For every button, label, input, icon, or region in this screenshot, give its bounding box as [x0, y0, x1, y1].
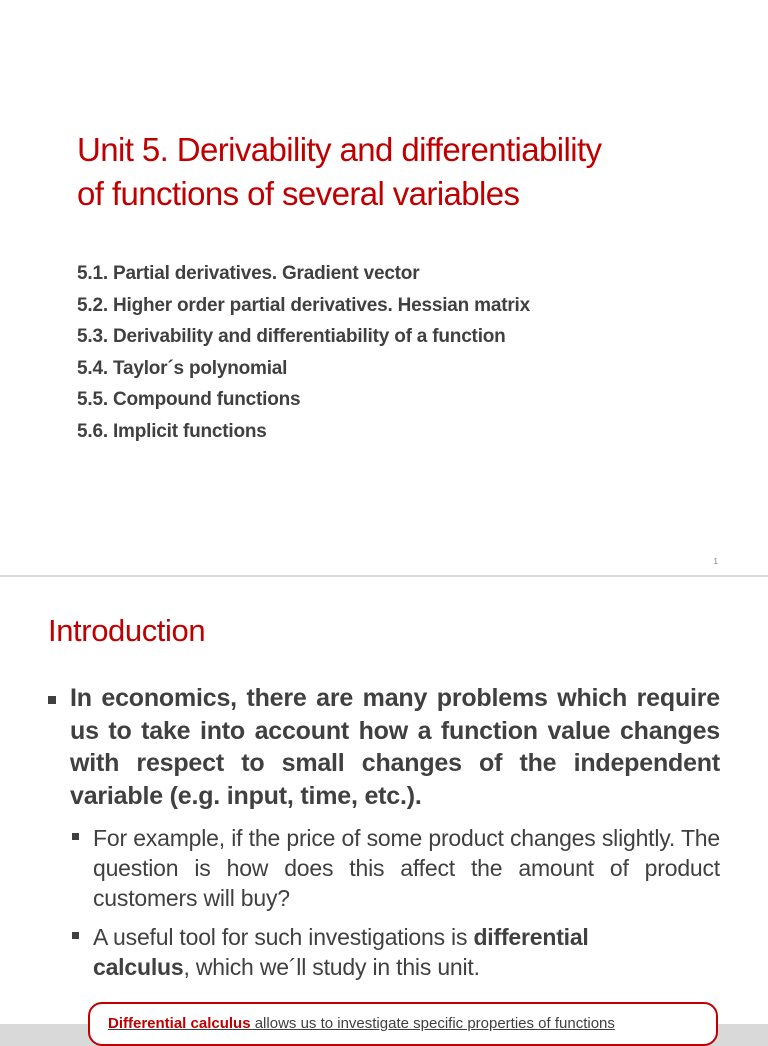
emphasis-differential: differential — [473, 924, 589, 950]
toc-item: 5.6. Implicit functions — [77, 420, 267, 442]
slide-title: Introduction — [48, 613, 206, 648]
toc-item: 5.2. Higher order partial derivatives. Hessian matrix — [77, 294, 530, 316]
sub-bullet-text: For example, if the price of some product changes slightly. The question is how does this affect the amount of product customers will buy? — [93, 825, 720, 911]
sub-bullet-example — [70, 823, 720, 913]
toc-item: 5.1. Partial derivatives. Gradient vector — [77, 263, 420, 284]
toc-item: 5.3. Derivability and differentiability of a function — [77, 326, 506, 348]
unit-title-line-2: of functions of several variables — [77, 175, 520, 212]
sub-bullet-text-end: , which we´ll study in this unit. — [183, 954, 480, 980]
unit-title — [77, 128, 737, 216]
callout-text — [108, 1014, 615, 1034]
page-number: 1 — [713, 557, 718, 566]
square-bullet-icon — [72, 932, 79, 939]
sub-bullet-text-start: A useful tool for such investigations is — [93, 924, 474, 950]
definition-callout — [88, 1002, 718, 1046]
main-bullet — [48, 682, 720, 812]
table-of-contents — [77, 258, 530, 448]
toc-item: 5.5. Compound functions — [77, 389, 301, 411]
unit-title-line-1: Unit 5. Derivability and differentiability — [77, 131, 602, 168]
square-bullet-icon — [72, 833, 79, 840]
sub-bullet-tool — [70, 922, 720, 982]
callout-highlight: Differential calculus — [108, 1015, 251, 1032]
main-bullet-text: In economics, there are many problems which require us to take into account how a function value changes with respect to small changes of the independent variable (e.g. input, time, etc.). — [70, 684, 720, 810]
sub-bullet-text — [93, 922, 720, 982]
callout-rest: allows us to investigate specific properties of functions — [250, 1015, 615, 1032]
emphasis-calculus: calculus — [93, 954, 184, 980]
square-bullet-icon — [48, 696, 56, 704]
toc-item: 5.4. Taylor´s polynomial — [77, 357, 288, 379]
slide-2 — [0, 577, 768, 1032]
